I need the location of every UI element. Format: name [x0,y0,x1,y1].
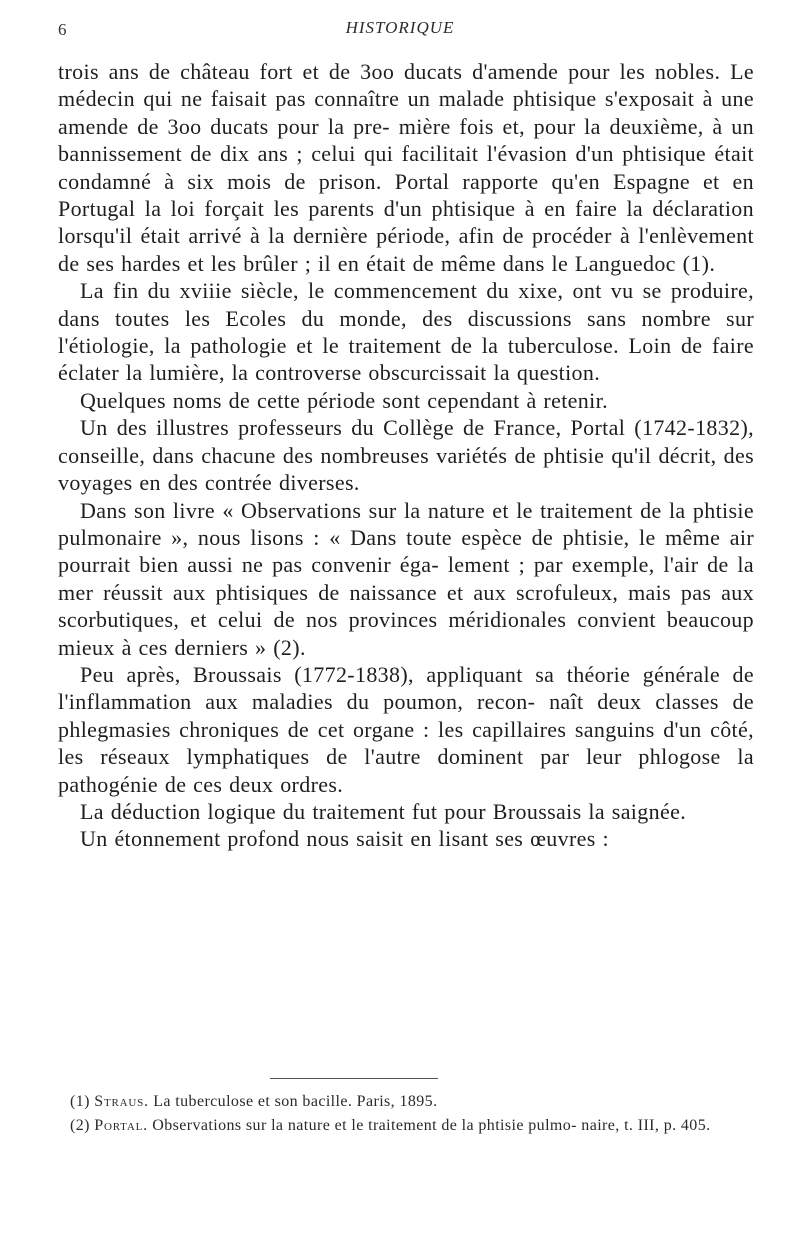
running-title: HISTORIQUE [345,18,455,37]
footnote-text: Observations sur la nature et le traitement de la phtisie pulmo- naire, t. III, p. 405. [152,1117,711,1134]
footnote-author: Straus. [94,1093,149,1110]
paragraph: Peu après, Broussais (1772-1838), appliquant sa théorie générale de l'inflammation aux maladies du poumon, recon- naît deux classes de phlegmasies chroniques de cet organe : les capillaires sanguins d'un côté, les réseaux lymphatiques de l'autre dominent par leur phlogose la pathogénie de ces deux ordres. [58,661,754,797]
footnote-text: La tuberculose et son bacille. Paris, 1895. [153,1093,438,1110]
paragraph: Dans son livre « Observations sur la nature et le traitement de la phtisie pulmonaire », nous lisons : « Dans toute espèce de phtisie, le même air pourrait bien aussi ne pas convenir éga- lement ; par exemple, l'air de la mer réussit aux phtisiques de naissance et aux scrofuleux, mais pas aux scorbutiques, et celui de nos provinces méridionales convient beaucoup mieux à ces derniers » (2). [58,497,754,660]
footnote-author: Portal. [94,1117,148,1134]
paragraph: Quelques noms de cette période sont cependant à retenir. [80,387,608,413]
body-text [58,58,754,853]
footnotes [58,1091,754,1139]
footnote-number: (1) [70,1093,90,1110]
footnote [58,1091,754,1112]
paragraph: La déduction logique du traitement fut pour Broussais la saignée. [80,798,687,824]
footnote [58,1115,754,1136]
paragraph: trois ans de château fort et de 3oo ducats d'amende pour les nobles. Le médecin qui ne faisait pas connaître un malade phtisique s'exposait à une amende de 3oo ducats pour la pre- mière fois et, pour la deuxième, à un bannissement de dix ans ; celui qui facilitait l'évasion d'un phtisique était condamné à six mois de prison. Portal rapporte qu'en Espagne et en Portugal la loi forçait les parents d'un phtisique à en faire la déclaration lorsqu'il était arrivé à la dernière période, afin de procéder à l'enlèvement de ses hardes et les brûler ; il en était de même dans le Languedoc (1). [58,59,754,276]
running-head [0,18,800,44]
footnote-divider [270,1078,438,1079]
paragraph: La fin du xviiie siècle, le commencement du xixe, ont vu se produire, dans toutes les Ecoles du monde, des discussions sans nombre sur l'étiologie, la pathologie et le traitement de la tuberculose. Loin de faire éclater la lumière, la controverse obscurcissait la question. [58,278,754,386]
footnote-number: (2) [70,1117,90,1134]
paragraph: Un étonnement profond nous saisit en lisant ses œuvres : [80,826,610,852]
page-number: 6 [58,20,67,39]
paragraph: Un des illustres professeurs du Collège de France, Portal (1742-1832), conseille, dans chacune des nombreuses variétés de phtisie qu'il décrit, des voyages en des contrée diverses. [58,415,754,496]
